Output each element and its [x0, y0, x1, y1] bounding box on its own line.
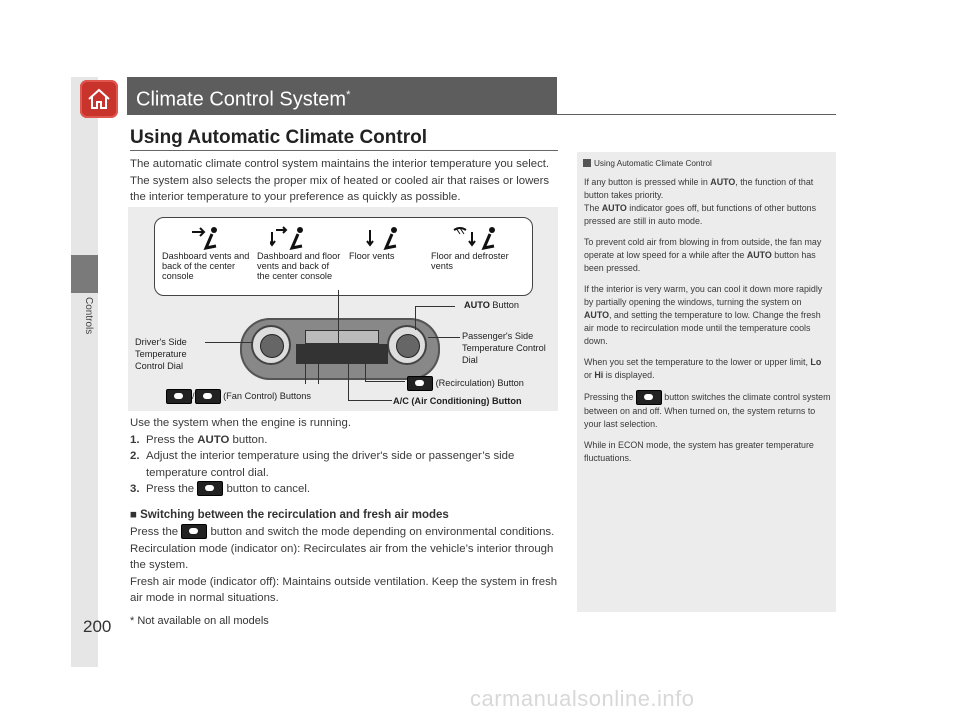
label-recirc-button: (Recirculation) Button — [407, 376, 524, 391]
vent-dashboard-floor-icon — [270, 224, 314, 250]
sidebar-label: Controls — [83, 297, 94, 335]
label-vent2: Dashboard and floor vents and back of the center console — [257, 251, 341, 281]
passenger-temp-dial[interactable] — [387, 325, 427, 365]
panel-display — [305, 330, 379, 344]
vent-floor-defroster-icon — [452, 224, 504, 250]
steps-lead: Use the system when the engine is running. — [130, 417, 351, 429]
recirculation-icon — [407, 376, 433, 391]
intro-paragraph: The automatic climate control system maintains the interior temperature you select. The system also selects the proper mix of heated or cooled air that raises or lowers the interior temperature to your preference as quickly as possible. — [130, 158, 550, 203]
home-icon — [87, 88, 111, 110]
leader-line — [415, 306, 455, 307]
leader-line — [348, 364, 349, 400]
subsection-heading: ■ Switching between the recirculation and fresh air modes — [130, 509, 449, 521]
home-button[interactable] — [80, 80, 118, 118]
label-ac-button: A/C (Air Conditioning) Button — [393, 396, 522, 406]
vent-floor-icon — [366, 224, 406, 250]
watermark: carmanualsonline.info — [470, 686, 695, 711]
label-vent3: Floor vents — [349, 251, 395, 261]
leader-line — [318, 364, 319, 384]
recirculation-icon — [181, 524, 207, 539]
heading-rule — [130, 150, 558, 151]
label-vent4: Floor and defroster vents — [431, 251, 509, 271]
note-heading: Using Automatic Climate Control — [583, 159, 712, 168]
page-title: Climate Control System* — [127, 77, 557, 114]
sidebar-tab-controls[interactable] — [71, 255, 98, 293]
step-3: 3. Press the button to cancel. — [130, 483, 311, 495]
vent-dashboard-icon — [190, 224, 230, 250]
fan-down-icon — [166, 389, 192, 404]
leader-line — [338, 290, 339, 346]
label-vent1: Dashboard vents and back of the center console — [162, 251, 250, 281]
leader-line — [305, 364, 306, 384]
step-2: 2. Adjust the interior temperature using the driver's side or passenger’s side temperature control dial. — [130, 450, 515, 479]
note-marker-icon — [583, 159, 591, 167]
leader-line — [365, 381, 405, 382]
leader-line — [415, 306, 416, 330]
leader-line — [205, 342, 253, 343]
fan-onoff-icon — [197, 481, 223, 496]
leader-line — [365, 364, 366, 381]
subsection-body: Press the button and switch the mode depending on environmental conditions. Recirculation mode (indicator on): Recirculates air from the vehicle’s interior through the system. Fresh air mode (indicator off): Maintains outside ventilation. Keep the system in fresh air mode in normal situations. — [130, 526, 558, 604]
sidebar — [71, 77, 98, 667]
note-body: If any button is pressed while in AUTO, the function of that button takes priority. The AUTO indicator goes off, but functions of other buttons pressed are still in auto mode. To prevent cold air from blowing in from outside, the fan may operate at low speed for a while after the AUTO button has been pressed. If the interior is very warm, you can cool it down more rapidly by partially opening the windows, turning the system on AUTO, and setting the temperature to low. Change the fresh air mode to recirculation mode until the temperature cools down. When you set the temperature to the lower or upper limit, Lo or Hi is displayed. Pressing the button switches the climate control system between on and off. When turned on, the system returns to your last selection. While in ECON mode, the system has greater temperature fluctuations. — [584, 177, 831, 463]
steps — [130, 415, 570, 498]
side-note — [577, 152, 836, 612]
leader-line — [428, 337, 460, 338]
driver-temp-dial[interactable] — [251, 325, 291, 365]
label-auto-button: AUTO Button — [464, 300, 519, 310]
page-number: 200 — [83, 617, 112, 636]
leader-line — [348, 400, 392, 401]
panel-button-row — [296, 344, 388, 364]
fan-onoff-icon — [636, 390, 662, 405]
label-driver-dial: Driver's Side Temperature Control Dial — [135, 337, 187, 371]
label-passenger-dial: Passenger's Side Temperature Control Dial — [462, 331, 546, 365]
section-heading: Using Automatic Climate Control — [130, 127, 427, 148]
title-rule — [127, 114, 836, 115]
label-fan-buttons: / (Fan Control) Buttons — [166, 389, 311, 404]
fan-up-icon — [195, 389, 221, 404]
step-1: 1. Press the AUTO button. — [130, 433, 268, 446]
footnote: * Not available on all models — [130, 615, 269, 627]
